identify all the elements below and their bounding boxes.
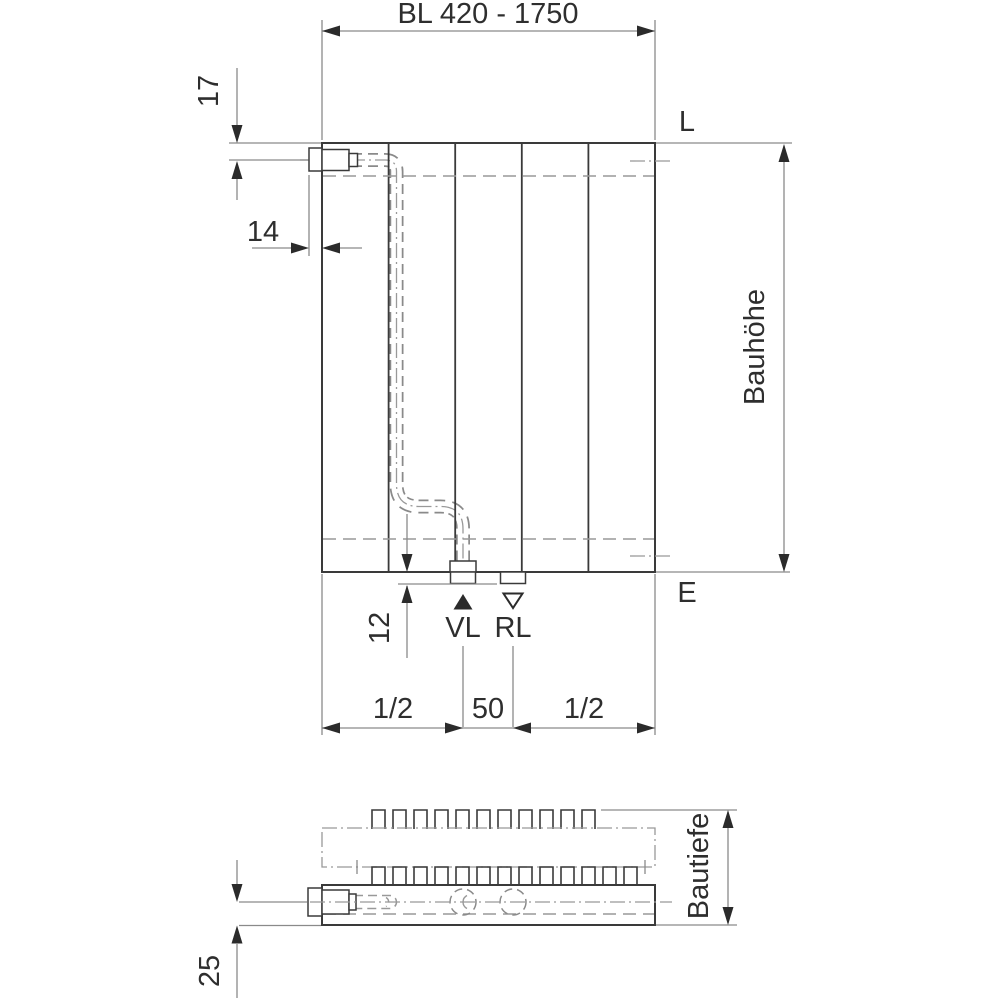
dim-depth-offset <box>194 860 321 998</box>
dim-height <box>739 144 790 572</box>
arrowhead-icon <box>232 926 243 944</box>
dim-overall-width-label: BL 420 - 1750 <box>397 0 579 30</box>
arrowhead-icon <box>322 723 340 734</box>
convector-fins-front <box>372 867 637 885</box>
vl-fitting-nut <box>450 561 476 572</box>
arrowhead-icon <box>779 554 790 572</box>
label-rl: RL <box>494 612 532 644</box>
label-bauhoehe: Bauhöhe <box>739 288 771 406</box>
dim-bottom-row <box>322 693 655 734</box>
label-bottom-connection: E <box>677 577 697 609</box>
dim-overall-width <box>322 0 655 140</box>
vl-stub <box>451 572 476 584</box>
dim-half-left-label: 1/2 <box>372 693 414 725</box>
return-direction-icon <box>504 594 523 609</box>
connector-step <box>349 154 358 167</box>
supply-direction-icon <box>454 594 473 610</box>
arrowhead-icon <box>291 243 309 254</box>
arrowhead-icon <box>637 723 655 734</box>
arrowhead-icon <box>402 585 413 603</box>
dim-bottom-offset-label: 12 <box>364 611 396 645</box>
dim-depth-offset-label: 25 <box>194 954 226 988</box>
arrowhead-icon <box>637 26 655 37</box>
fin-row <box>372 867 637 885</box>
dim-spacing-label: 50 <box>471 693 505 725</box>
dim-top-offset-label: 17 <box>193 74 225 108</box>
label-vl: VL <box>445 612 481 644</box>
arrowhead-icon <box>445 723 463 734</box>
rl-stub <box>501 572 526 584</box>
dim-side-offset-label: 14 <box>246 216 280 248</box>
arrowhead-icon <box>513 723 531 734</box>
connector-nut <box>322 150 349 171</box>
rear-panel-outline <box>322 828 655 867</box>
arrowhead-icon <box>232 884 243 902</box>
fin-row <box>372 810 595 829</box>
dim-top-offset <box>193 68 321 200</box>
arrowhead-icon <box>723 810 734 828</box>
arrowhead-icon <box>322 26 340 37</box>
dim-half-right-label: 1/2 <box>563 693 605 725</box>
connector-stub <box>309 148 322 171</box>
arrowhead-icon <box>232 161 243 179</box>
front-view <box>193 0 792 735</box>
label-bautiefe: Bautiefe <box>683 812 715 920</box>
arrowhead-icon <box>723 907 734 925</box>
arrowhead-icon <box>232 125 243 143</box>
radiator-body <box>322 143 655 572</box>
top-view <box>194 810 737 998</box>
convector-fins-rear <box>372 810 595 829</box>
arrowhead-icon <box>779 144 790 162</box>
label-top-connection: L <box>678 106 696 138</box>
